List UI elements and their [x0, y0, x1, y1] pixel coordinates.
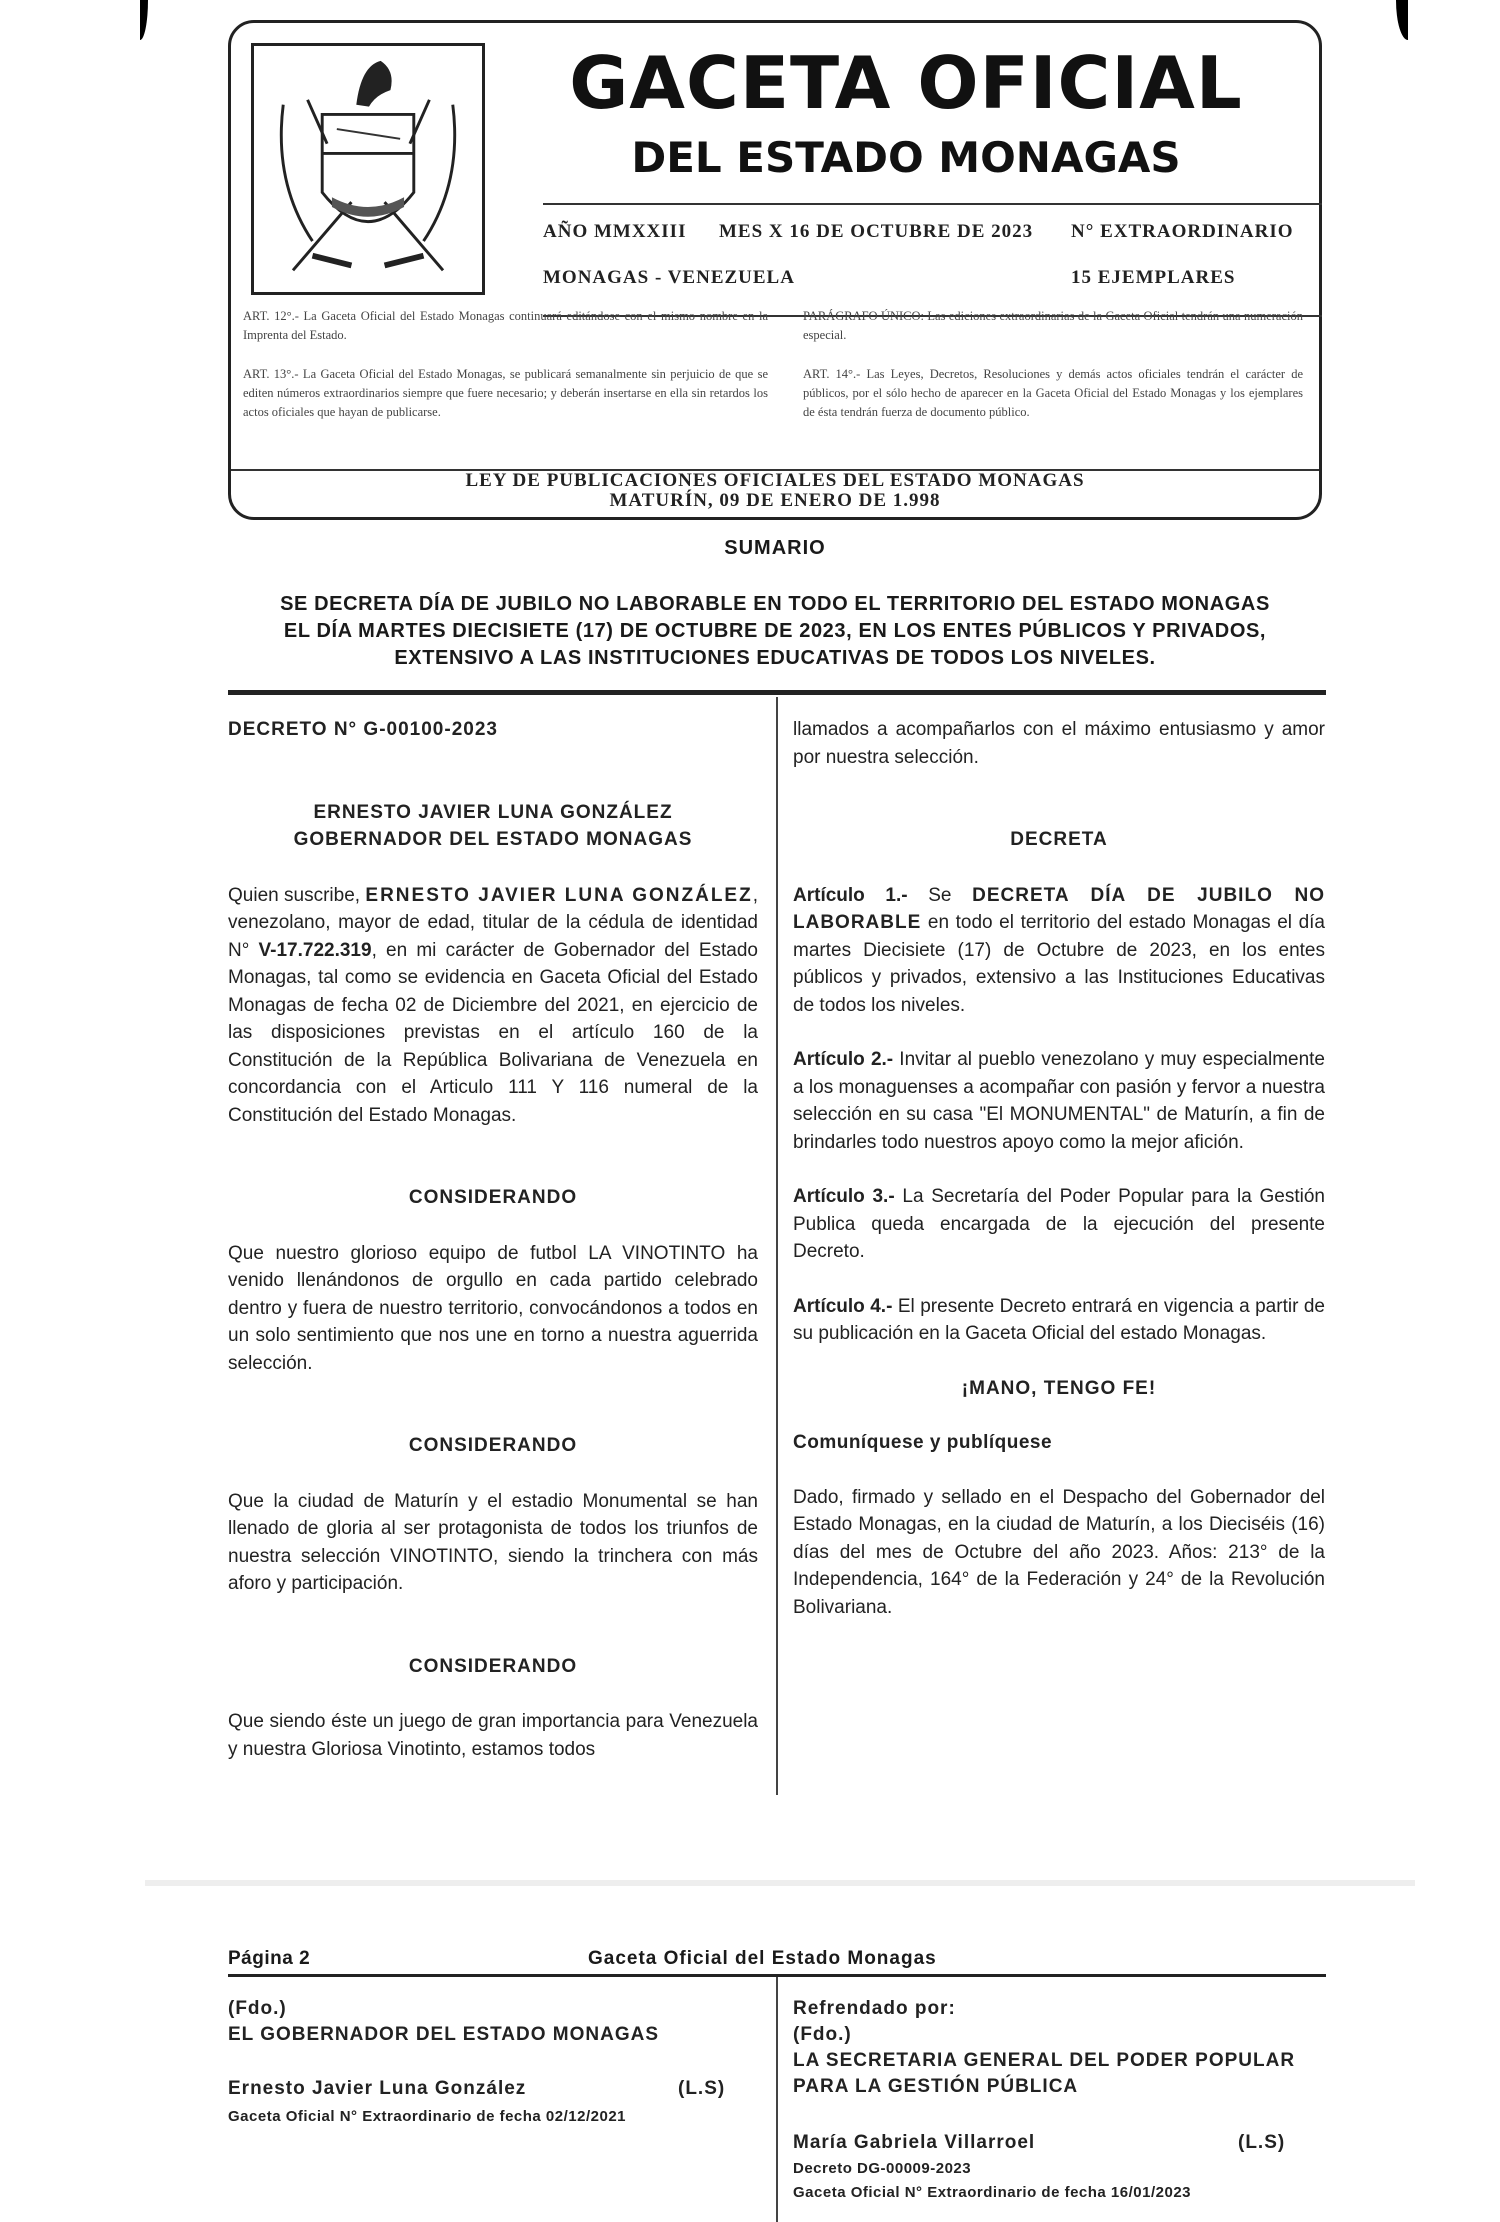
slogan: ¡MANO, TENGO FE!	[961, 1377, 1157, 1399]
continuation-text: llamados a acompañarlos con el máximo entusiasmo y amor por nuestra selección.	[793, 719, 1325, 768]
column-divider	[776, 697, 778, 1795]
gazette-subtitle: DEL ESTADO MONAGAS	[631, 133, 1181, 182]
article-text: El presente Decreto entrará en vigencia a partir de su publicación en la Gaceta Oficial del estado Monagas.	[793, 1295, 1326, 1344]
sumario-heading: SUMARIO	[724, 537, 826, 559]
fdo-label: (Fdo.)	[228, 1998, 287, 2019]
secretary-title: LA SECRETARIA GENERAL DEL PODER POPULAR	[793, 2050, 1296, 2071]
page-separator	[145, 1880, 1415, 1886]
governor-signature-name: Ernesto Javier Luna González	[228, 2078, 527, 2099]
art-14: ART. 14°.- Las Leyes, Decretos, Resoluciones y demás actos oficiales tendrán el carácter de públicos, por el sólo hecho de aparecer en la Gaceta Oficial del Estado Monagas y los ejemplares de ésta tendrán fuerza de documento público.	[803, 367, 1303, 419]
publication-articles	[231, 297, 1319, 477]
issue-month: MES X 16 DE OCTUBRE DE 2023	[719, 221, 1034, 242]
seal-box	[251, 43, 485, 295]
article-text: Se	[907, 884, 973, 906]
considerando-heading: CONSIDERANDO	[408, 1435, 578, 1456]
secretary-gaceta-ref: Gaceta Oficial N° Extraordinario de fecha 16/01/2023	[793, 2184, 1192, 2201]
article-text: Invitar al pueblo venezolano y muy especialmente a los monaguenses a acompañar con pasión y fervor a nuestra selección en su casa "El MONUMENTAL" de Maturín, a fin de brindarles todo nuestros apoyo como la mejor afición.	[793, 1049, 1325, 1153]
considerando-1: Que nuestro glorioso equipo de futbol LA VINOTINTO ha venido llenándonos de orgullo en cada partido celebrado dentro y fuera de nuestro territorio, convocándonos a todos en un solo sentimiento que nos une en torno a nuestra aguerrida selección.	[228, 1242, 758, 1374]
article-label: Artículo 1.-	[793, 884, 908, 906]
secretary-title-2: PARA LA GESTIÓN PÚBLICA	[793, 2076, 1079, 2097]
ls-seal-label: (L.S)	[678, 2078, 726, 2099]
left-column	[228, 716, 758, 1763]
intro-text: Quien suscribe,	[228, 884, 366, 906]
governor-title: GOBERNADOR DEL ESTADO MONAGAS	[293, 829, 693, 850]
intro-name: ERNESTO JAVIER LUNA GONZÁLEZ	[365, 884, 753, 906]
decree-number: DECRETO N° G-00100-2023	[228, 719, 498, 740]
intro-id: V-17.722.319	[258, 939, 372, 961]
article-2	[793, 1046, 1325, 1156]
considerando-heading: CONSIDERANDO	[408, 1187, 578, 1208]
fdo-label: (Fdo.)	[793, 2024, 852, 2045]
ls-seal-label: (L.S)	[1238, 2132, 1286, 2153]
gazette-title: GACETA OFICIAL	[569, 41, 1243, 125]
article-label: Artículo 4.-	[793, 1295, 893, 1317]
intro-text: , venezolano, mayor de edad, titular de la cédula de identidad N°	[228, 884, 758, 961]
secretary-decree: Decreto DG-00009-2023	[793, 2160, 972, 2177]
right-column	[793, 716, 1325, 1621]
considerando-3: Que siendo éste un juego de gran importancia para Venezuela y nuestra Gloriosa Vinotinto, estamos todos	[228, 1711, 758, 1760]
intro-text: , en mi carácter de Gobernador del Estado Monagas, tal como se evidencia en Gaceta Oficial del Estado Monagas de fecha 02 de Diciembre del 2021, en ejercicio de las disposiciones previstas en el artículo 160 de la Constitución de la República Bolivariana de Venezuela en concordancia con el Articulo 111 Y 116 numeral de la Constitución del Estado Monagas.	[228, 939, 758, 1126]
art-13: ART. 13°.- La Gaceta Oficial del Estado Monagas, se publicará semanalmente sin perjuicio de que se editen números extraordinarios siempre que fuere necesario; y deberán insertarse en ella sin retardos los actos oficiales que hayan de publicarse.	[243, 367, 768, 419]
page-number: Página 2	[228, 1948, 311, 1969]
issue-number: N° EXTRAORDINARIO	[1071, 221, 1294, 242]
issue-location: MONAGAS - VENEZUELA	[543, 267, 795, 288]
law-reference	[231, 469, 1319, 517]
refrendado-label: Refrendado por:	[793, 1998, 956, 2019]
divider	[228, 690, 1326, 695]
considerando-2: Que la ciudad de Maturín y el estadio Monumental se han llenado de gloria al ser protagonista de todos los triunfos de nuestra selección VINOTINTO, siendo la trinchera con más aforo y participación.	[228, 1490, 758, 1594]
art-12: ART. 12°.- La Gaceta Oficial del Estado Monagas continuará editándose con el mismo nombre en la Imprenta del Estado.	[243, 309, 768, 342]
column-divider	[776, 1977, 778, 2222]
governor-signature-title: EL GOBERNADOR DEL ESTADO MONAGAS	[228, 2024, 660, 2045]
summary-line: SE DECRETA DÍA DE JUBILO NO LABORABLE EN TODO EL TERRITORIO DEL ESTADO MONAGAS	[280, 593, 1270, 615]
summary-text	[228, 591, 1322, 672]
law-date: MATURÍN, 09 DE ENERO DE 1.998	[609, 490, 941, 511]
law-name: LEY DE PUBLICACIONES OFICIALES DEL ESTADO MONAGAS	[465, 470, 1085, 491]
article-text: La Secretaría del Poder Popular para la Gestión Publica queda encargada de la ejecución del presente Decreto.	[793, 1186, 1326, 1262]
considerando-heading: CONSIDERANDO	[408, 1655, 578, 1677]
summary-line: EL DÍA MARTES DIECISIETE (17) DE OCTUBRE DE 2023, EN LOS ENTES PÚBLICOS Y PRIVADOS,	[283, 620, 1267, 642]
issue-year: AÑO MMXXIII	[543, 221, 687, 242]
article-1	[793, 882, 1325, 1020]
article-3	[793, 1183, 1325, 1266]
article-bold: DECRETA DÍA DE JUBILO NO LABORABLE	[793, 884, 1325, 933]
masthead	[228, 20, 1322, 520]
issue-copies: 15 EJEMPLARES	[1071, 267, 1236, 288]
scan-corner-left	[140, 0, 148, 40]
intro-paragraph	[228, 882, 758, 1130]
article-4	[793, 1293, 1325, 1348]
coat-of-arms-icon	[254, 46, 482, 292]
page-header-title: Gaceta Oficial del Estado Monagas	[588, 1948, 937, 1969]
governor-gaceta-ref: Gaceta Oficial N° Extraordinario de fecha 02/12/2021	[228, 2108, 627, 2125]
secretary-name: María Gabriela Villarroel	[793, 2132, 1036, 2153]
article-label: Artículo 2.-	[793, 1049, 894, 1070]
decreta-heading: DECRETA	[1010, 829, 1108, 850]
summary-line: EXTENSIVO A LAS INSTITUCIONES EDUCATIVAS DE TODOS LOS NIVELES.	[394, 647, 1156, 669]
comuniquese: Comuníquese y publíquese	[793, 1432, 1053, 1453]
article-label: Artículo 3.-	[793, 1186, 895, 1207]
scan-corner-right	[1396, 0, 1408, 40]
dado-paragraph: Dado, firmado y sellado en el Despacho del Gobernador del Estado Monagas, en la ciudad de Maturín, a los Dieciséis (16) días del mes de Octubre del año 2023. Años: 213° de la Independencia, 164° de la Federación y 24° de la Revolución Bolivariana.	[793, 1486, 1325, 1618]
governor-name: ERNESTO JAVIER LUNA GONZÁLEZ	[313, 801, 673, 823]
paragrafo-unico: PARÁGRAFO ÚNICO: Las ediciones extraordinarias de la Gaceta Oficial tendrán una numeración especial.	[803, 309, 1303, 342]
article-text: en todo el territorio del estado Monagas el día martes Diecisiete (17) de Octubre de 2023, en los entes públicos y privados, extensivo a las Instituciones Educativas de todos los niveles.	[793, 912, 1325, 1016]
